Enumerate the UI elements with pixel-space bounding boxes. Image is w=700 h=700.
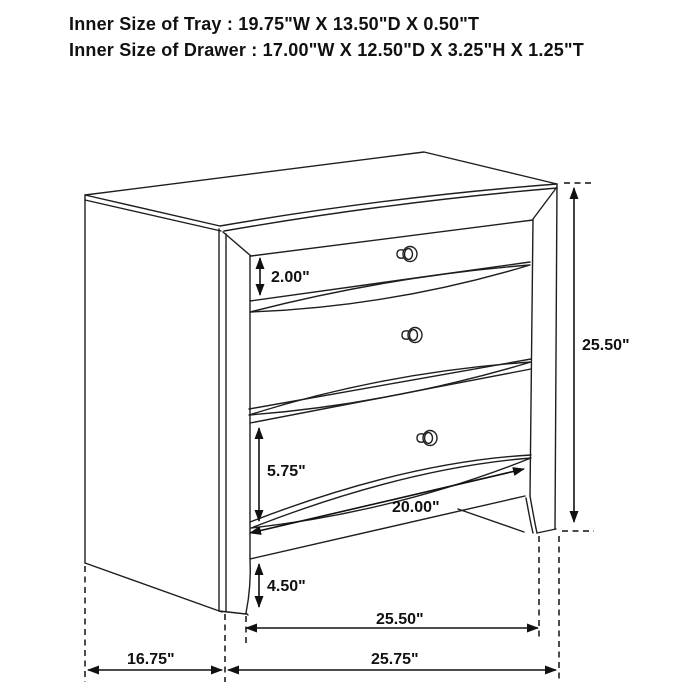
top-surface	[85, 152, 557, 256]
knob-icon	[397, 247, 417, 262]
dim-base-height	[259, 564, 306, 607]
drawer-size-note: Inner Size of Drawer : 17.00"W X 12.50"D X 3.25"H X 1.25"T	[69, 40, 584, 60]
dim-bottom-drawer-height	[259, 428, 306, 521]
dim-top-drawer-height	[260, 258, 310, 295]
dim-side-depth	[88, 651, 222, 670]
knob-icon	[402, 328, 422, 343]
dim-label: 25.50"	[376, 611, 424, 628]
left-side-panel	[85, 195, 246, 614]
dim-label: 5.75"	[267, 463, 306, 480]
dimension-annotations	[85, 183, 630, 682]
knob-icon	[417, 431, 437, 446]
nightstand-structure	[85, 152, 557, 615]
dim-label: 16.75"	[127, 651, 175, 668]
guide-lines	[85, 183, 594, 682]
tray-size-note: Inner Size of Tray : 19.75"W X 13.50"D X 0.50"T	[69, 14, 480, 34]
dim-label: 25.50"	[582, 337, 630, 354]
dim-label: 2.00"	[271, 269, 310, 286]
divider-molding-bottom	[249, 362, 531, 423]
middle-drawer	[249, 359, 531, 409]
dim-label: 25.75"	[371, 651, 419, 668]
dim-label: 20.00"	[392, 499, 440, 516]
dim-overall-width	[228, 651, 556, 670]
dim-label: 4.50"	[267, 578, 306, 595]
dim-front-width	[246, 611, 538, 628]
dim-overall-height	[574, 188, 630, 522]
